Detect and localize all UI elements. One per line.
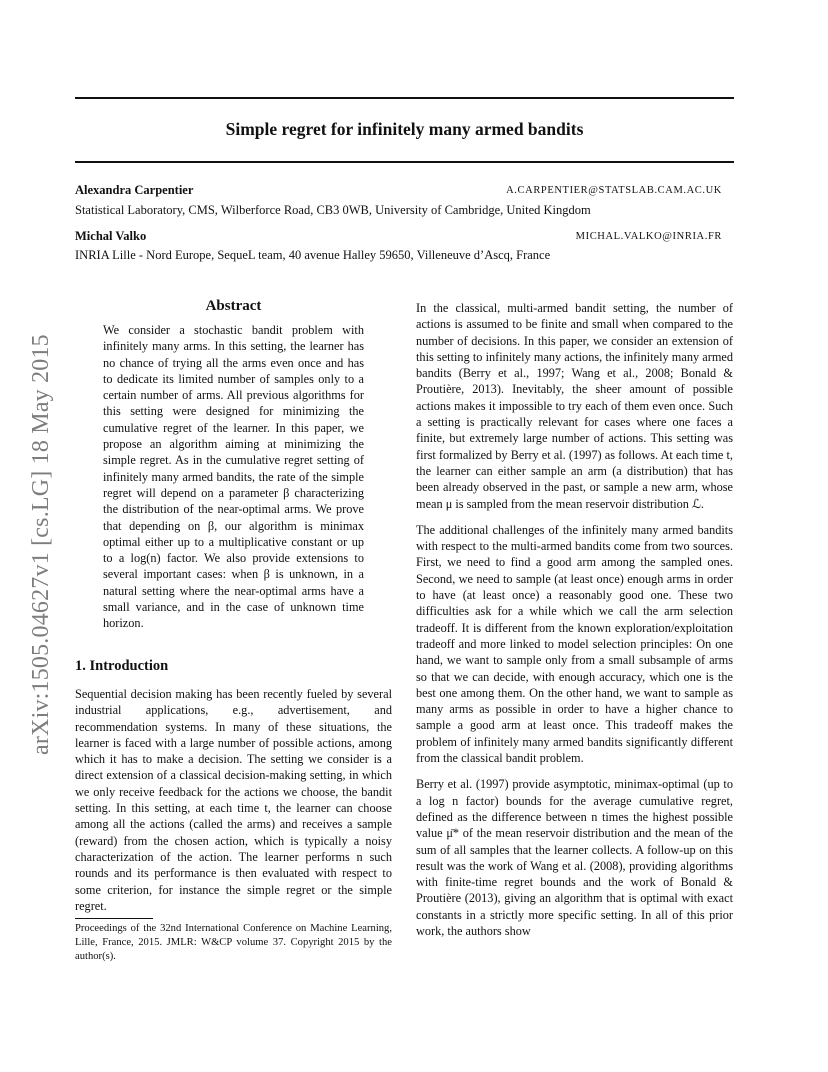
title-rule-bottom: [75, 161, 734, 163]
author-name-2: Michal Valko: [75, 229, 147, 243]
footnote: Proceedings of the 32nd International Conference on Machine Learning, Lille, France, 2015. JMLR: W&CP volume 37. Copyright 2015 by the author(s).: [75, 923, 392, 962]
abstract-heading: Abstract: [205, 298, 262, 314]
author-email-1[interactable]: A.CARPENTIER@STATSLAB.CAM.AC.UK: [506, 185, 722, 196]
abstract-text: We consider a stochastic bandit problem with infinitely many arms. In this setting, the learner has no chance of trying all the arms even once and has to dedicate its limited number of samples only to a certain number of arms. All previous algorithms for this setting were designed for minimizing the cumulative regret of the learner. In this paper, we propose an algorithm aiming at minimizing the simple regret. As in the cumulative regret setting of infinitely many armed bandits, the rate of the simple regret will depend on a parameter β characterizing the distribution of the near-optimal arms. We prove that depending on β, our algorithm is minimax optimal either up to a multiplicative constant or up to a log(n) factor. We also provide extensions to several important cases: when β is unknown, in a natural setting where the near-optimal arms have a small variance, and in the case of unknown time horizon.: [103, 323, 364, 631]
intro-paragraph: In the classical, multi-armed bandit setting, the number of actions is assumed to be finite and small when compared to the number of decisions. In this paper, we consider an extension of this setting to infinitely many actions, the infinitely many armed bandits (Berry et al., 1997; Wang et al., 2008; Bonald & Proutière, 2013). Inevitably, the sheer amount of possible actions makes it impossible to try each of them even once. Such a setting is practically relevant for cases where one faces a finite, but extremely large number of actions. This setting was first formalized by Berry et al. (1997) as follows. At each time t, the learner can either sample an arm (a distribution) that has been already observed in the past, or sample a new arm, whose mean μ is sampled from the mean reservoir distribution ℒ.: [416, 301, 733, 511]
author-email-2[interactable]: MICHAL.VALKO@INRIA.FR: [575, 231, 722, 242]
author-name-1: Alexandra Carpentier: [75, 183, 194, 197]
intro-paragraph: The additional challenges of the infinitely many armed bandits with respect to the multi-armed bandits come from two sources. First, we need to find a good arm among the sampled ones. Second, we need to sample (at least once) enough arms in order to have (at least once) a reasonably good one. These two difficulties ask for a while which we call the arm selection tradeoff. It is different from the known exploration/exploitation tradeoff and more linked to model selection principles: On one hand, we want to sample only from a small subsample of arms so that we can decide, with enough accuracy, which one is the best one among them. On the other hand, we want to sample as many arms as possible in order to have a higher chance to sample a good arm at least once. This tradeoff makes the problem of infinitely many armed bandits significantly different from the classical bandit problem.: [416, 522, 733, 766]
paper-title: Simple regret for infinitely many armed bandits: [225, 119, 584, 139]
author-affiliation-2: INRIA Lille - Nord Europe, SequeL team, 40 avenue Halley 59650, Villeneuve d’Ascq, France: [75, 248, 551, 262]
arxiv-stamp: arXiv:1505.04627v1 [cs.LG] 18 May 2015: [28, 334, 54, 755]
intro-paragraph: Berry et al. (1997) provide asymptotic, minimax-optimal (up to a log n factor) bounds for the average cumulative regret, defined as the difference between n times the highest possible value μ̄* of the mean reservoir distribution and the mean of the sum of all samples that the learner collects. A follow-up on this result was the work of Wang et al. (2008), providing algorithms with finite-time regret bounds and the work of Bonald & Proutière (2013), giving an algorithm that is optimal with exact constants in a strictly more specific setting. In all of this prior work, the authors show: [416, 777, 733, 938]
footnote-rule: [75, 918, 153, 919]
right-column: [416, 300, 733, 949]
section-heading-introduction: 1. Introduction: [75, 658, 169, 674]
author-affiliation-1: Statistical Laboratory, CMS, Wilberforce Road, CB3 0WB, University of Cambridge, United Kingdom: [75, 203, 591, 217]
introduction-left-text: Sequential decision making has been recently fueled by several industrial applications, e.g., advertisement, and recommendation systems. In many of these situations, the learner is faced with a large number of possible actions, among which it has to make a decision. The setting we consider is a direct extension of a classical decision-making setting, in which we only receive feedback for the actions we choose, the bandit setting. In this setting, at each time t, the learner can choose among all the actions (called the arms) and receives a sample (reward) from the chosen action, which is typically a noisy characterization of the action. The learner performs n such rounds and its performance is then evaluated with respect to some criterion, for instance the simple regret or the simple regret.: [75, 687, 392, 913]
title-rule-top: [75, 97, 734, 99]
